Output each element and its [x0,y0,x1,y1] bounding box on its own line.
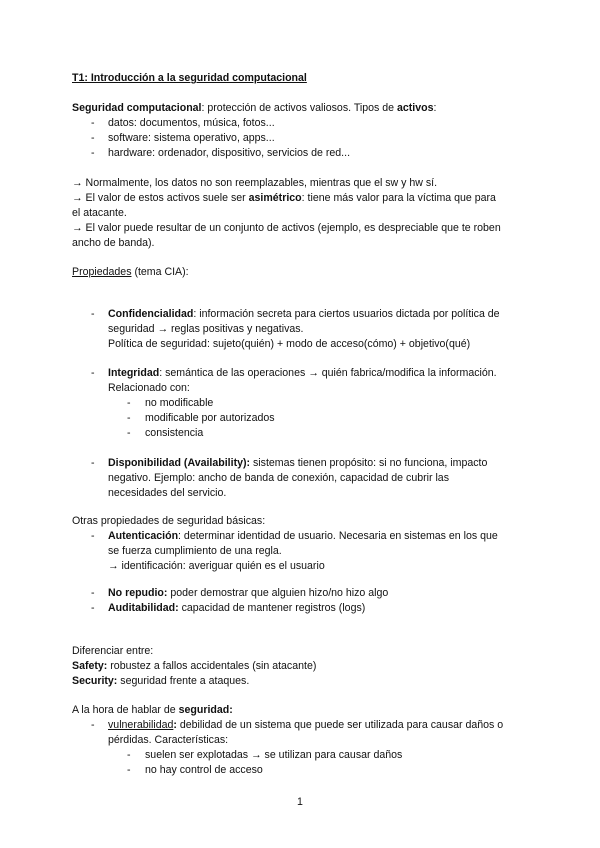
intro-colon: : [433,102,437,114]
no-repudio-line [108,586,388,601]
vulnerabilidad-line-1 [108,718,503,733]
disponibilidad-text: sistemas tienen propósito: si no funciona, impacto [250,457,488,469]
security-line [72,674,249,689]
integridad-line-2: Relacionado con: [108,382,190,394]
bullet-dash: - [127,427,131,439]
vulnerabilidad-colon: : [173,719,177,731]
note-2 [72,191,496,206]
list-item: datos: documentos, música, fotos... [108,117,275,129]
note-2-rest: : tiene más valor para la víctima que para [301,192,496,204]
cia-heading-rest: (tema CIA): [131,266,189,278]
autenticacion-line-2: se fuerza cumplimiento de una regla. [108,545,282,557]
disponibilidad-line-1 [108,456,487,471]
bullet-dash: - [127,764,131,776]
bullet-dash: - [91,602,95,614]
integridad-line-1 [108,366,497,381]
vulnerabilidad-line-2: pérdidas. Características: [108,734,229,746]
bullet-dash: - [91,530,95,542]
bullet-dash: - [91,587,95,599]
list-item: no hay control de acceso [145,764,263,776]
auditabilidad-line [108,601,365,616]
note-3: → El valor puede resultar de un conjunto de activos (ejemplo, es despreciable que te roben [72,222,501,234]
bullet-dash: - [91,457,95,469]
confidencialidad-line-3: Política de seguridad: sujeto(quién) + modo de acceso(cómo) + objetivo(qué) [108,338,471,350]
integridad-term: Integridad [108,367,160,379]
bullet-dash: - [91,132,95,144]
bullet-dash: - [91,719,95,731]
hablar-lead [72,703,233,718]
page-title: T1: Introducción a la seguridad computacional [72,72,307,84]
no-repudio-text: poder demostrar que alguien hizo/no hizo algo [167,587,389,599]
bullet-dash: - [91,147,95,159]
security-term: Security: [72,675,118,687]
otras-heading: Otras propiedades de seguridad básicas: [72,515,266,527]
confidencialidad-line-2: seguridad → reglas positivas y negativas. [108,323,304,335]
cia-heading-underlined: Propiedades [72,266,132,278]
integridad-text: : semántica de las operaciones → quién fabrica/modifica la información. [159,367,497,379]
safety-text: robustez a fallos accidentales (sin atacante) [107,660,317,672]
autenticacion-line-1 [108,529,498,544]
auditabilidad-text: capacidad de mantener registros (logs) [178,602,366,614]
vulnerabilidad-term: vulnerabilidad [108,719,174,731]
auditabilidad-term: Auditabilidad: [108,602,179,614]
confidencialidad-term: Confidencialidad [108,308,194,320]
note-2-text: → El valor de estos activos suele ser [72,192,249,204]
confidencialidad-text: : información secreta para ciertos usuarios dictada por política de [193,308,500,320]
cia-heading [72,265,189,280]
note-2-bold: asimétrico [248,192,302,204]
security-text: seguridad frente a ataques. [117,675,250,687]
confidencialidad-line-1 [108,307,500,322]
disponibilidad-line-3: necesidades del servicio. [108,487,227,499]
bullet-dash: - [127,397,131,409]
note-1: → Normalmente, los datos no son reemplazables, mientras que el sw y hw sí. [72,177,438,189]
bullet-dash: - [91,367,95,379]
autenticacion-line-3: → identificación: averiguar quién es el usuario [108,560,325,572]
intro-bold-word: activos [397,102,434,114]
list-item: consistencia [145,427,204,439]
disponibilidad-term: Disponibilidad (Availability): [108,457,251,469]
list-item: suelen ser explotadas → se utilizan para causar daños [145,749,403,761]
autenticacion-text: : determinar identidad de usuario. Necesaria en sistemas en los que [178,530,498,542]
bullet-dash: - [127,412,131,424]
intro-term: Seguridad computacional [72,102,202,114]
vulnerabilidad-text: debilidad de un sistema que puede ser utilizada para causar daños o [176,719,504,731]
bullet-dash: - [91,117,95,129]
intro-text: : protección de activos valiosos. Tipos de [201,102,397,114]
safety-term: Safety: [72,660,108,672]
note-2-cont: el atacante. [72,207,127,219]
hablar-lead-text: A la hora de hablar de [72,704,179,716]
page-number: 1 [297,796,303,808]
bullet-dash: - [91,308,95,320]
note-3-cont: ancho de banda). [72,237,155,249]
diferenciar-heading: Diferenciar entre: [72,645,154,657]
safety-line [72,659,316,674]
list-item: software: sistema operativo, apps... [108,132,275,144]
list-item: modificable por autorizados [145,412,275,424]
no-repudio-term: No repudio: [108,587,168,599]
autenticacion-term: Autenticación [108,530,179,542]
list-item: hardware: ordenador, dispositivo, servicios de red... [108,147,351,159]
list-item: no modificable [145,397,214,409]
bullet-dash: - [127,749,131,761]
disponibilidad-line-2: negativo. Ejemplo: ancho de banda de conexión, capacidad de cubrir las [108,472,449,484]
intro-definition [72,101,436,116]
hablar-lead-bold: seguridad: [178,704,233,716]
